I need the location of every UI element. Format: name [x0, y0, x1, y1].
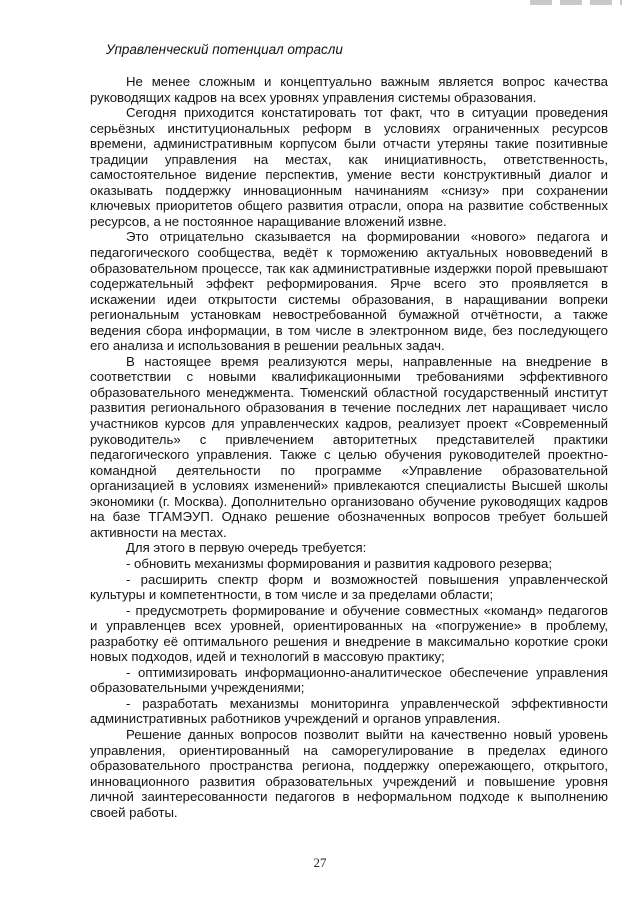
list-item: - оптимизировать информационно-аналитическое обеспечение управления образовательными учреждениями;: [90, 664, 608, 696]
paragraph: Для этого в первую очередь требуется:: [126, 540, 367, 556]
paragraph: Сегодня приходится констатировать тот факт, что в ситуации проведения серьёзных институциональных реформ в условиях ограниченных ресурсов времени, административным корпусом были отчасти утеряны такие позитивные традиции управления на местах, как инициативность, ответственность, самостоятельное видение перспектив, умение вести конструктивный диалог и оказывать поддержку инновационным начинаниям «снизу» при сохранении ключевых приоритетов общего развития отрасли, опора на развитие собственных ресурсов, а не постоянное наращивание вложений извне.: [90, 105, 608, 229]
scan-artifact: [530, 0, 622, 5]
list-item: - обновить механизмы формирования и развития кадрового резерва;: [126, 555, 553, 571]
body-text: [90, 74, 608, 820]
list-item: - расширить спектр форм и возможностей повышения управленческой культуры и компетентности, в том числе и за пределами области;: [90, 571, 608, 603]
list-item: - предусмотреть формирование и обучение совместных «команд» педагогов и управленцев всех уровней, ориентированных на «погружение» в проблему, разработку её оптимального решения и внедрение в максимально короткие сроки новых подходов, идей и технологий в массовую практику;: [90, 602, 608, 665]
paragraph: Решение данных вопросов позволит выйти на качественно новый уровень управления, ориентированный на саморегулирование в пределах единого образовательного пространства региона, поддержку опережающего, открытого, инновационного развития образовательных учреждений и повышение уровня личной заинтересованности педагогов в неформальном подходе к выполнению своей работы.: [90, 726, 608, 820]
list-item: - разработать механизмы мониторинга управленческой эффективности административных работников учреждений и органов управления.: [90, 695, 608, 727]
page-number: 27: [313, 855, 327, 870]
paragraph: В настоящее время реализуются меры, направленные на внедрение в соответствии с новыми квалификационными требованиями эффективного образовательного менеджмента. Тюменский областной государственный институт развития регионального образования в течение последних лет наращивает число участников курсов для управленческих кадров, реализует проект «Современный руководитель» с привлечением авторитетных представителей практики педагогического управления. Также с целью обучения руководителей проектно-командной деятельности по программе «Управление образовательной организацией в условиях изменений» привлекаются специалисты Высшей школы экономики (г. Москва). Дополнительно организовано обучение руководящих кадров на базе ТГАМЭУП. Однако решение обозначенных вопросов требует большей активности на местах.: [90, 353, 608, 540]
paragraph: Это отрицательно сказывается на формировании «нового» педагога и педагогического сообщества, ведёт к торможению актуальных нововведений в образовательном процессе, так как административные издержки порой превышают содержательный эффект реформирования. Ярче всего это проявляется в искажении идеи открытости системы образования, в наращивании вопреки региональным установкам невостребованной бумажной отчётности, а также ведения сбора информации, в том числе в электронном виде, без последующего его анализа и использования в решении реальных задач.: [90, 229, 608, 354]
paragraph: Не менее сложным и концептуально важным является вопрос качества руководящих кадров на всех уровнях управления системы образования.: [90, 74, 608, 105]
section-heading: Управленческий потенциал отрасли: [106, 42, 343, 57]
